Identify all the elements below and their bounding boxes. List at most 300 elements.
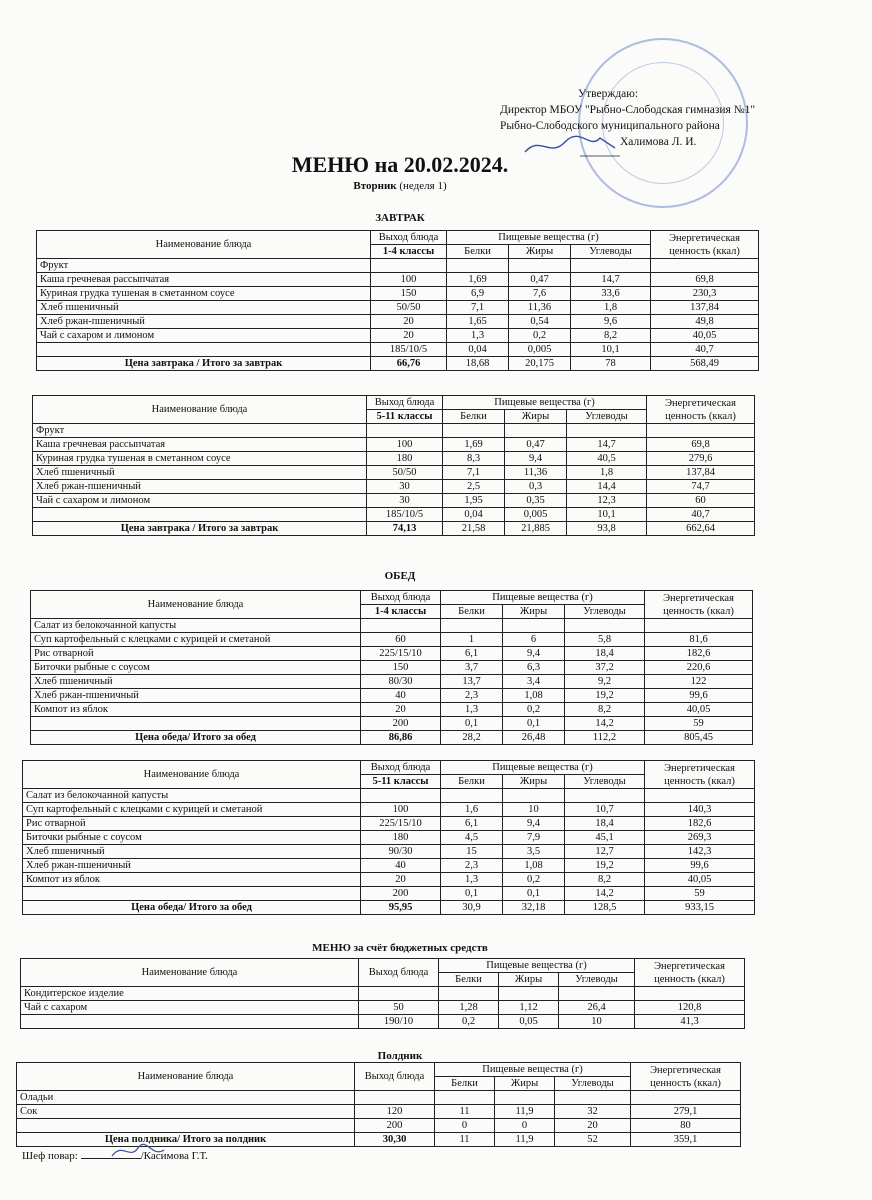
energy: 59 [645,887,755,901]
header-row [23,761,755,775]
protein: 1,6 [441,803,503,817]
energy: 269,3 [645,831,755,845]
header-fat: Жиры [503,605,565,619]
table-row [33,452,755,466]
carbs: 40,5 [567,452,647,466]
protein: 0 [435,1119,495,1133]
total-row [23,901,755,915]
carbs [565,789,645,803]
header-output: Выход блюда [355,1063,435,1091]
protein: 13,7 [441,675,503,689]
total-protein: 30,9 [441,901,503,915]
output: 30 [367,494,443,508]
output: 20 [371,329,447,343]
header-energy: Энергетическая ценность (ккал) [631,1063,741,1091]
carbs: 1,8 [567,466,647,480]
fat: 7,9 [503,831,565,845]
menu-table [36,230,759,371]
table-row [31,633,753,647]
dish-name: Оладьи [17,1091,355,1105]
dish-name: Чай с сахаром [21,1001,359,1015]
table-row [37,273,759,287]
fat: 6 [503,633,565,647]
carbs: 14,2 [565,717,645,731]
carbs: 33,6 [571,287,651,301]
energy: 60 [647,494,755,508]
output: 50/50 [371,301,447,315]
protein: 2,3 [441,859,503,873]
energy: 137,84 [651,301,759,315]
protein: 8,3 [443,452,505,466]
total-energy: 662,64 [647,522,755,536]
total-label: Цена обеда/ Итого за обед [23,901,361,915]
carbs: 19,2 [565,689,645,703]
energy: 40,7 [651,343,759,357]
chef-label: Шеф повар: [22,1150,81,1162]
table-row [33,480,755,494]
energy [647,424,755,438]
protein [447,259,509,273]
output: 180 [361,831,441,845]
table-row [31,675,753,689]
total-output: 66,76 [371,357,447,371]
dish-name: Фрукт [37,259,371,273]
table-row [33,424,755,438]
energy [631,1091,741,1105]
table-row [31,647,753,661]
dish-name: Хлеб пшеничный [23,845,361,859]
header-energy: Энергетическая ценность (ккал) [635,959,745,987]
carbs: 8,2 [571,329,651,343]
energy [645,619,753,633]
dish-name [37,343,371,357]
fat: 11,36 [505,466,567,480]
total-label: Цена завтрака / Итого за завтрак [37,357,371,371]
energy: 40,7 [647,508,755,522]
fat: 1,12 [499,1001,559,1015]
protein: 0,04 [447,343,509,357]
energy: 41,3 [635,1015,745,1029]
protein: 6,9 [447,287,509,301]
dish-name: Хлеб пшеничный [33,466,367,480]
output: 225/15/10 [361,817,441,831]
carbs [565,619,645,633]
header-energy: Энергетическая ценность (ккал) [645,761,755,789]
total-output: 95,95 [361,901,441,915]
output: 40 [361,689,441,703]
header-dish: Наименование блюда [21,959,359,987]
output: 200 [355,1119,435,1133]
dish-name: Фрукт [33,424,367,438]
total-output: 86,86 [361,731,441,745]
header-row [33,396,755,410]
output: 40 [361,859,441,873]
carbs: 10 [559,1015,635,1029]
output [359,987,439,1001]
header-dish: Наименование блюда [23,761,361,789]
table-row [37,343,759,357]
menu-table [22,760,755,915]
protein [435,1091,495,1105]
header-output: Выход блюда [359,959,439,987]
fat: 3,5 [503,845,565,859]
protein: 4,5 [441,831,503,845]
dish-name: Куриная грудка тушеная в сметанном соусе [33,452,367,466]
table-row [23,789,755,803]
table-row [37,259,759,273]
dish-name: Хлеб пшеничный [37,301,371,315]
fat: 0,005 [505,508,567,522]
protein: 6,1 [441,647,503,661]
table-row [21,1001,745,1015]
energy [645,789,755,803]
output: 150 [361,661,441,675]
dish-name: Биточки рыбные с соусом [23,831,361,845]
carbs: 14,2 [565,887,645,901]
total-protein: 11 [435,1133,495,1147]
header-energy: Энергетическая ценность (ккал) [647,396,755,424]
protein: 2,5 [443,480,505,494]
protein: 0,2 [439,1015,499,1029]
total-carbs: 112,2 [565,731,645,745]
fat: 10 [503,803,565,817]
header-carbs: Углеводы [567,410,647,424]
energy: 40,05 [645,703,753,717]
protein [443,424,505,438]
output: 60 [361,633,441,647]
fat: 11,36 [509,301,571,315]
carbs: 14,7 [567,438,647,452]
energy [651,259,759,273]
carbs: 9,6 [571,315,651,329]
total-protein: 28,2 [441,731,503,745]
fat: 0 [495,1119,555,1133]
output: 150 [371,287,447,301]
table-row [23,859,755,873]
fat: 0,005 [509,343,571,357]
fat [503,789,565,803]
menu-table [30,590,753,745]
fat: 0,05 [499,1015,559,1029]
protein: 1,95 [443,494,505,508]
output: 185/10/5 [371,343,447,357]
total-carbs: 52 [555,1133,631,1147]
header-carbs: Углеводы [565,775,645,789]
output: 225/15/10 [361,647,441,661]
header-fat: Жиры [495,1077,555,1091]
fat: 0,1 [503,717,565,731]
dish-name: Биточки рыбные с соусом [31,661,361,675]
table-row [31,619,753,633]
table-row [33,508,755,522]
output [371,259,447,273]
protein: 1,3 [441,873,503,887]
header-class-group: 5-11 классы [361,775,441,789]
protein: 0,04 [443,508,505,522]
page-subtitle [0,180,800,192]
total-label: Цена обеда/ Итого за обед [31,731,361,745]
header-protein: Белки [441,605,503,619]
fat: 1,08 [503,689,565,703]
fat: 0,54 [509,315,571,329]
header-nutrients: Пищевые вещества (г) [439,959,635,973]
carbs: 14,4 [567,480,647,494]
dish-name: Куриная грудка тушеная в сметанном соусе [37,287,371,301]
energy: 137,84 [647,466,755,480]
protein: 6,1 [441,817,503,831]
week-note: (неделя 1) [396,180,447,192]
page-title: МЕНЮ на 20.02.2024. [291,152,509,177]
fat: 0,35 [505,494,567,508]
energy: 59 [645,717,753,731]
header-carbs: Углеводы [571,245,651,259]
output [367,424,443,438]
table-row [31,661,753,675]
header-row [31,591,753,605]
output: 100 [361,803,441,817]
weekday: Вторник [353,180,397,192]
carbs [559,987,635,1001]
carbs: 45,1 [565,831,645,845]
section-budget: МЕНЮ за счёт бюджетных средств [312,942,488,954]
carbs: 20 [555,1119,631,1133]
header-protein: Белки [441,775,503,789]
energy: 120,8 [635,1001,745,1015]
header-class-group: 1-4 классы [371,245,447,259]
energy: 99,6 [645,689,753,703]
total-label: Цена полдника/ Итого за полдник [17,1133,355,1147]
output: 20 [361,703,441,717]
approval-line-1: Утверждаю: [578,88,639,100]
energy: 80 [631,1119,741,1133]
output: 200 [361,887,441,901]
dish-name: Салат из белокочанной капусты [23,789,361,803]
output [355,1091,435,1105]
dish-name [31,717,361,731]
header-fat: Жиры [509,245,571,259]
protein: 0,1 [441,717,503,731]
carbs: 5,8 [565,633,645,647]
fat: 0,2 [509,329,571,343]
dish-name: Каша гречневая рассыпчатая [33,438,367,452]
output: 50 [359,1001,439,1015]
protein: 0,1 [441,887,503,901]
dish-name [23,887,361,901]
header-nutrients: Пищевые вещества (г) [441,591,645,605]
header-class-group: 1-4 классы [361,605,441,619]
output: 180 [367,452,443,466]
fat [509,259,571,273]
total-fat: 11,9 [495,1133,555,1147]
energy: 69,8 [647,438,755,452]
header-fat: Жиры [503,775,565,789]
carbs: 8,2 [565,703,645,717]
total-row [33,522,755,536]
table-row [33,494,755,508]
table-row [23,831,755,845]
carbs: 18,4 [565,647,645,661]
header-dish: Наименование блюда [31,591,361,619]
header-protein: Белки [439,973,499,987]
header-nutrients: Пищевые вещества (г) [443,396,647,410]
header-output: Выход блюда [361,761,441,775]
protein: 1,65 [447,315,509,329]
energy: 81,6 [645,633,753,647]
output: 200 [361,717,441,731]
output: 20 [361,873,441,887]
total-output: 30,30 [355,1133,435,1147]
table-row [33,466,755,480]
table-row [37,329,759,343]
table-row [23,803,755,817]
header-protein: Белки [435,1077,495,1091]
fat: 9,4 [505,452,567,466]
header-fat: Жиры [499,973,559,987]
fat [499,987,559,1001]
fat: 6,3 [503,661,565,675]
dish-name: Кондитерское изделие [21,987,359,1001]
energy: 74,7 [647,480,755,494]
table-row [37,301,759,315]
dish-name [21,1015,359,1029]
total-protein: 21,58 [443,522,505,536]
dish-name: Хлеб ржан-пшеничный [31,689,361,703]
fat: 11,9 [495,1105,555,1119]
fat: 0,2 [503,873,565,887]
fat: 0,47 [509,273,571,287]
protein: 15 [441,845,503,859]
dish-name: Хлеб ржан-пшеничный [33,480,367,494]
dish-name: Салат из белокочанной капусты [31,619,361,633]
carbs: 32 [555,1105,631,1119]
fat: 0,3 [505,480,567,494]
carbs [555,1091,631,1105]
total-label: Цена завтрака / Итого за завтрак [33,522,367,536]
table-row [21,987,745,1001]
fat: 0,2 [503,703,565,717]
dish-name [33,508,367,522]
dish-name: Рис отварной [23,817,361,831]
output: 100 [371,273,447,287]
header-nutrients: Пищевые вещества (г) [435,1063,631,1077]
output: 90/30 [361,845,441,859]
total-fat: 21,885 [505,522,567,536]
header-carbs: Углеводы [555,1077,631,1091]
fat [503,619,565,633]
dish-name: Чай с сахаром и лимоном [37,329,371,343]
output: 20 [371,315,447,329]
carbs: 12,3 [567,494,647,508]
approval-line-2: Директор МБОУ "Рыбно-Слободская гимназия №1" [500,104,756,116]
carbs: 14,7 [571,273,651,287]
table-row [23,873,755,887]
fat: 9,4 [503,647,565,661]
table-row [31,717,753,731]
dish-name: Суп картофельный с клецками с курицей и сметаной [23,803,361,817]
total-carbs: 128,5 [565,901,645,915]
energy: 182,6 [645,647,753,661]
chef-name: /Касимова Г.Т. [140,1150,208,1162]
total-output: 74,13 [367,522,443,536]
carbs: 10,1 [567,508,647,522]
chef-signature [108,1140,168,1162]
carbs: 12,7 [565,845,645,859]
fat [495,1091,555,1105]
protein: 2,3 [441,689,503,703]
energy: 40,05 [651,329,759,343]
carbs: 1,8 [571,301,651,315]
dish-name: Компот из яблок [31,703,361,717]
protein: 7,1 [443,466,505,480]
dish-name: Компот из яблок [23,873,361,887]
protein [441,619,503,633]
header-nutrients: Пищевые вещества (г) [447,231,651,245]
table-row [17,1091,741,1105]
dish-name: Каша гречневая рассыпчатая [37,273,371,287]
output: 50/50 [367,466,443,480]
carbs: 18,4 [565,817,645,831]
total-row [31,731,753,745]
header-fat: Жиры [505,410,567,424]
dish-name [17,1119,355,1133]
header-output: Выход блюда [361,591,441,605]
header-output: Выход блюда [367,396,443,410]
carbs: 10,7 [565,803,645,817]
header-energy: Энергетическая ценность (ккал) [645,591,753,619]
header-protein: Белки [443,410,505,424]
protein [441,789,503,803]
dish-name: Сок [17,1105,355,1119]
total-energy: 568,49 [651,357,759,371]
header-dish: Наименование блюда [37,231,371,259]
energy: 230,3 [651,287,759,301]
output: 185/10/5 [367,508,443,522]
total-energy: 805,45 [645,731,753,745]
output: 80/30 [361,675,441,689]
carbs: 37,2 [565,661,645,675]
carbs: 10,1 [571,343,651,357]
menu-table [20,958,745,1029]
carbs [571,259,651,273]
table-row [33,438,755,452]
carbs: 26,4 [559,1001,635,1015]
fat: 7,6 [509,287,571,301]
header-nutrients: Пищевые вещества (г) [441,761,645,775]
energy: 279,1 [631,1105,741,1119]
output [361,789,441,803]
header-row [21,959,745,973]
header-energy: Энергетическая ценность (ккал) [651,231,759,259]
carbs: 9,2 [565,675,645,689]
menu-table [32,395,755,536]
total-energy: 359,1 [631,1133,741,1147]
fat: 9,4 [503,817,565,831]
total-fat: 20,175 [509,357,571,371]
total-fat: 26,48 [503,731,565,745]
table-row [23,845,755,859]
energy: 69,8 [651,273,759,287]
protein: 1,28 [439,1001,499,1015]
energy: 49,8 [651,315,759,329]
approval-line-4: Халимова Л. И. [620,136,697,148]
table-row [31,703,753,717]
total-carbs: 78 [571,357,651,371]
protein [439,987,499,1001]
energy: 40,05 [645,873,755,887]
header-dish: Наименование блюда [33,396,367,424]
total-carbs: 93,8 [567,522,647,536]
table-row [31,689,753,703]
